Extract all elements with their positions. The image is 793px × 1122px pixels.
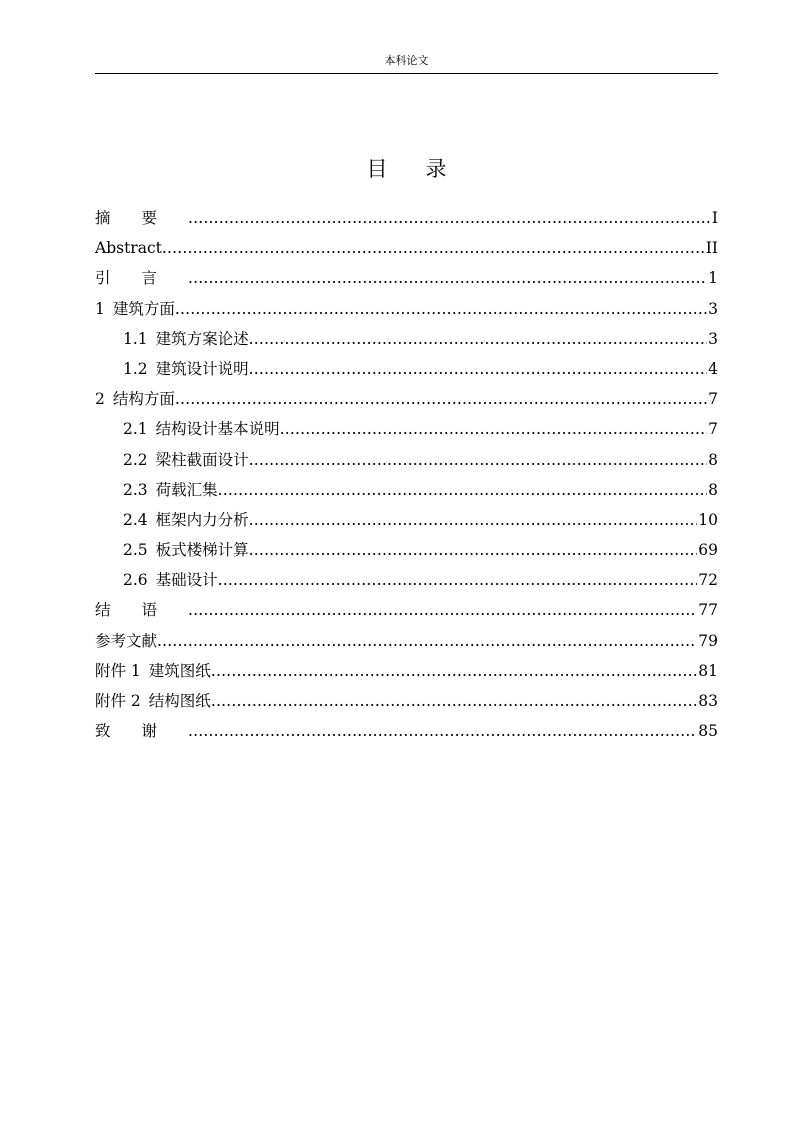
toc-entry-label (95, 718, 188, 744)
toc-entry-text: 板式楼梯计算 (155, 541, 249, 560)
toc-dot-leader (211, 688, 697, 714)
toc-page-number: 10 (698, 510, 718, 529)
toc-dot-leader (249, 447, 707, 473)
toc-dot-leader (249, 507, 698, 533)
toc-entry-number: 2.1 (123, 420, 148, 439)
toc-entry-label (95, 628, 157, 654)
toc-entry-number: 附件 1 (95, 661, 141, 680)
toc-entry-number: 2.4 (123, 510, 148, 529)
toc-entry-number: 2.5 (123, 541, 148, 560)
toc-dot-leader (188, 265, 707, 291)
toc-entry[interactable] (95, 416, 718, 446)
toc-page-number: 83 (698, 692, 718, 710)
toc-entry[interactable] (95, 507, 718, 537)
toc-entry-text: Abstract (95, 239, 162, 258)
toc-page-number: 3 (708, 299, 718, 318)
toc-dot-leader (157, 628, 697, 654)
toc-entry-label (95, 265, 188, 291)
toc-entry-label (95, 386, 175, 412)
toc-entry-text: 基础设计 (155, 571, 218, 590)
toc-dot-leader (188, 205, 711, 231)
running-header: 本科论文 (384, 54, 429, 67)
toc-entry-label (123, 326, 249, 352)
toc-entry[interactable] (95, 356, 718, 386)
toc-entry-number: 2.3 (123, 480, 148, 499)
toc-entry-text: 建筑图纸 (148, 661, 211, 680)
toc-entry[interactable] (95, 447, 718, 477)
toc-page-number: 69 (698, 541, 718, 560)
toc-entry-label (95, 296, 175, 322)
toc-dot-leader (188, 597, 697, 623)
toc-entry-text: 建筑方面 (112, 299, 175, 318)
toc-entry[interactable] (95, 628, 718, 658)
toc-entry[interactable] (95, 567, 718, 597)
toc-entry-number: 1.2 (123, 359, 148, 378)
toc-entry-number: 2 (95, 390, 105, 409)
toc-entry[interactable] (95, 235, 718, 265)
toc-page-number: II (705, 239, 718, 258)
toc-entry-text: 结构设计基本说明 (155, 420, 280, 439)
toc-entry-label (95, 235, 162, 261)
toc-entry[interactable] (95, 386, 718, 416)
toc-entry[interactable] (95, 688, 718, 718)
toc-entry-label (123, 507, 249, 533)
toc-dot-leader (249, 326, 707, 352)
toc-entry[interactable] (95, 296, 718, 326)
toc-entry-label (123, 356, 249, 382)
toc-entry[interactable] (95, 537, 718, 567)
toc-entry-text: 框架内力分析 (155, 510, 249, 529)
toc-entry-label (95, 205, 188, 231)
toc-entry-number: 附件 2 (95, 692, 141, 710)
toc-page-number: 72 (698, 571, 718, 590)
toc-dot-leader (175, 296, 707, 322)
toc-dot-leader (280, 416, 707, 442)
toc-entry-text: 结构方面 (112, 390, 175, 409)
toc-page-number: 4 (708, 359, 718, 378)
toc-page-number: 85 (698, 722, 718, 741)
toc-page-number: 3 (708, 329, 718, 348)
toc-entry-text: 建筑设计说明 (155, 359, 249, 378)
toc-entry-text: 梁柱截面设计 (155, 450, 249, 469)
toc-entry[interactable] (95, 205, 718, 235)
toc-entry-text: 致谢 (95, 722, 189, 741)
toc-title: 目录 (366, 157, 485, 181)
toc-page-number: I (711, 209, 718, 227)
toc-dot-leader (249, 537, 698, 563)
toc-page-number: 79 (698, 631, 718, 650)
toc-entry[interactable] (95, 597, 718, 627)
toc-entry[interactable] (95, 718, 718, 748)
toc-page-number: 77 (698, 601, 718, 620)
toc-entry-number: 1 (95, 299, 105, 318)
toc-entry-text: 荷载汇集 (155, 480, 218, 499)
toc-entry-text: 参考文献 (95, 631, 158, 650)
toc-dot-leader (249, 356, 707, 382)
toc-entry[interactable] (95, 326, 718, 356)
toc-dot-leader (211, 658, 697, 684)
toc-entry-text: 建筑方案论述 (155, 329, 249, 348)
toc-dot-leader (175, 386, 707, 412)
toc-dot-leader (162, 235, 705, 261)
toc-page-number: 81 (698, 661, 718, 680)
toc-entry-label (95, 597, 188, 623)
toc-entry-label (95, 688, 211, 714)
toc-entry[interactable] (95, 658, 718, 688)
toc-entry-label (123, 416, 280, 442)
toc-page-number: 7 (708, 420, 718, 439)
toc-entry[interactable] (95, 477, 718, 507)
toc-page-number: 8 (708, 450, 718, 469)
toc-dot-leader (218, 567, 698, 593)
toc-entry-number: 1.1 (123, 329, 148, 348)
toc-page-number: 7 (708, 390, 718, 409)
toc-dot-leader (218, 477, 707, 503)
toc-entry-label (123, 567, 218, 593)
toc-entry-label (95, 658, 211, 684)
toc-entry-label (123, 537, 249, 563)
toc-dot-leader (188, 718, 697, 744)
toc-page-number: 8 (708, 480, 718, 499)
toc-entry-number: 2.6 (123, 571, 148, 590)
toc-entry-text: 摘要 (95, 209, 189, 227)
toc-entry-label (123, 447, 249, 473)
toc-entry[interactable] (95, 265, 718, 295)
header-rule (95, 73, 718, 74)
toc-entry-text: 结构图纸 (148, 692, 211, 710)
table-of-contents (95, 205, 718, 748)
toc-entry-label (123, 477, 218, 503)
toc-entry-number: 2.2 (123, 450, 148, 469)
toc-entry-text: 结语 (95, 601, 189, 620)
toc-entry-text: 引言 (95, 269, 189, 288)
toc-page-number: 1 (708, 269, 718, 288)
